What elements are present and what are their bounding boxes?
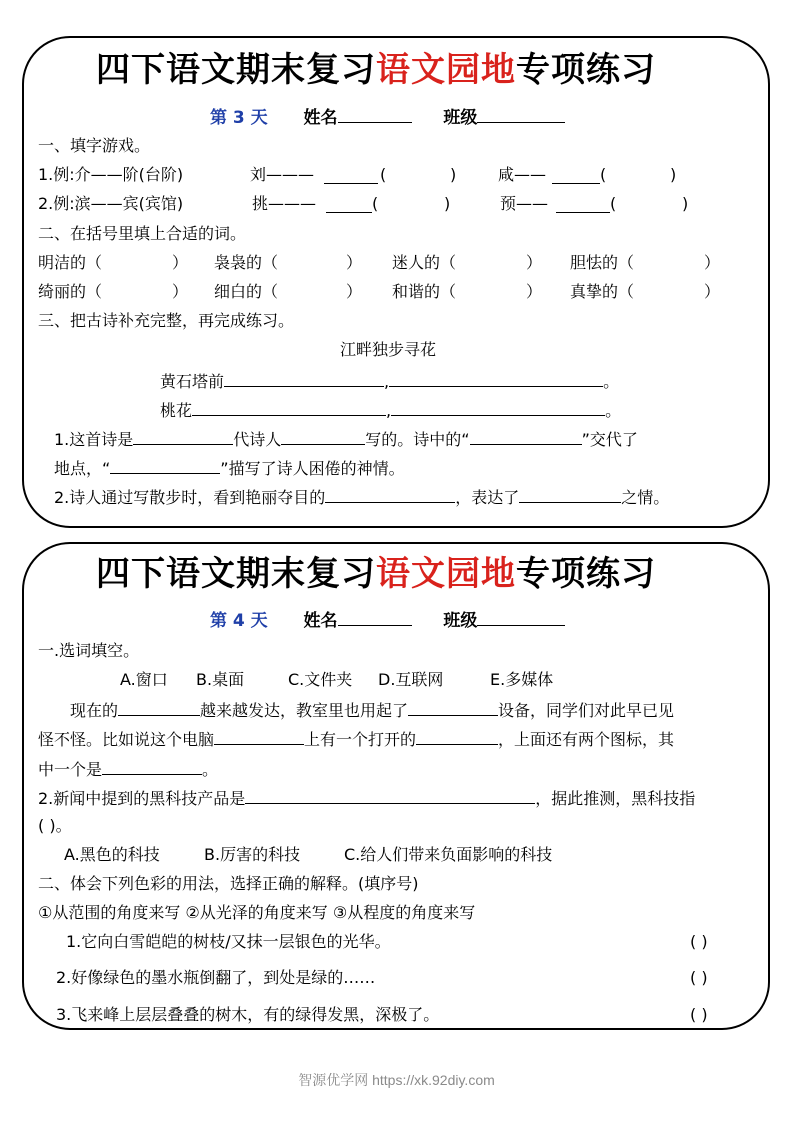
answer-paren[interactable]: ( )	[690, 932, 708, 951]
title-part: 专项练习	[516, 554, 656, 594]
option: A.黑色的科技	[64, 845, 160, 864]
text: ，上面还有两个图标，其	[498, 730, 675, 749]
word-prompt: 绮丽的（	[38, 282, 103, 301]
period: 。	[605, 401, 622, 420]
paragraph-line	[38, 758, 218, 780]
title-highlight: 语文园地	[376, 50, 516, 90]
list-item: 2.好像绿色的墨水瓶倒翻了，到处是绿的……	[56, 968, 376, 987]
poem-blank[interactable]	[192, 399, 386, 416]
option: A.窗口	[120, 670, 168, 689]
poem-line	[160, 399, 621, 421]
text: 现在的	[70, 701, 119, 720]
text: 地点，“	[54, 459, 111, 478]
word-prompt: 和谐的（	[392, 282, 457, 301]
paren-close: )	[670, 165, 677, 184]
option: C.给人们带来负面影响的科技	[344, 845, 553, 864]
angle-options: ①从范围的角度来写 ②从光泽的角度来写 ③从程度的角度来写	[38, 903, 476, 922]
title-part: 四下语文期末复习	[96, 554, 376, 594]
answer-paren[interactable]: ( )。	[38, 816, 72, 835]
paren-close: ）	[172, 282, 189, 301]
paragraph-line	[38, 728, 674, 750]
paren-close: ）	[704, 253, 721, 272]
word-prompt: 迷人的（	[392, 253, 457, 272]
fill-blank[interactable]	[102, 758, 202, 775]
section-heading: 二、体会下列色彩的用法，选择正确的解释。(填序号)	[38, 874, 419, 893]
section-heading: 三、把古诗补充完整，再完成练习。	[38, 311, 295, 330]
answer-paren[interactable]: ( )	[690, 968, 708, 987]
text: ”描写了诗人困倦的神情。	[220, 459, 405, 478]
text: 中一个是	[38, 760, 103, 779]
paren-close: ）	[172, 253, 189, 272]
paren-close: )	[444, 194, 451, 213]
char-prompt: 咸——	[498, 165, 547, 184]
question-line	[54, 428, 638, 450]
fill-blank[interactable]	[556, 196, 610, 213]
text: ，据此推测，黑科技指	[535, 789, 696, 808]
fill-blank[interactable]	[408, 699, 498, 716]
fill-blank[interactable]	[325, 486, 455, 503]
answer-paren[interactable]: ( )	[690, 1005, 708, 1024]
text: 代诗人	[233, 430, 282, 449]
char-prompt: 挑———	[252, 194, 317, 213]
class-label: 班级	[443, 611, 478, 631]
poem-blank[interactable]	[391, 399, 605, 416]
fill-blank[interactable]	[519, 486, 621, 503]
fill-blank[interactable]	[118, 699, 200, 716]
comma: ,	[386, 401, 392, 420]
text: 越来越发达，教室里也用起了	[200, 701, 409, 720]
paragraph-line	[70, 699, 674, 721]
word-prompt: 细白的（	[214, 282, 279, 301]
paren-close: )	[682, 194, 689, 213]
text: 写的。诗中的“	[365, 430, 470, 449]
option: D.互联网	[378, 670, 444, 689]
text: ”交代了	[581, 430, 638, 449]
day-header	[210, 106, 565, 128]
fill-blank[interactable]	[416, 728, 498, 745]
fill-blank[interactable]	[214, 728, 304, 745]
name-label: 姓名	[303, 108, 338, 128]
option: B.厉害的科技	[204, 845, 301, 864]
text: 设备，同学们对此早已见	[498, 701, 675, 720]
text: 怪不怪。比如说这个电脑	[38, 730, 215, 749]
day-label: 第 3 天	[210, 108, 268, 128]
class-blank[interactable]	[477, 609, 565, 626]
title-part: 四下语文期末复习	[96, 50, 376, 90]
paren-open: (	[600, 165, 607, 184]
section-heading: 一、填字游戏。	[38, 136, 151, 155]
class-blank[interactable]	[477, 106, 565, 123]
paren-close: ）	[346, 282, 363, 301]
paren-close: ）	[526, 253, 543, 272]
word-prompt: 真挚的（	[570, 282, 635, 301]
text: 之情。	[621, 488, 670, 507]
day-label: 第 4 天	[210, 611, 268, 631]
option: C.文件夹	[288, 670, 353, 689]
example-text: 1.例:介——阶(台阶)	[38, 165, 184, 184]
poem-blank[interactable]	[389, 370, 603, 387]
fill-blank[interactable]	[326, 196, 372, 213]
section-heading: 一.选词填空。	[38, 641, 140, 660]
example-text: 2.例:滨——宾(宾馆)	[38, 194, 184, 213]
fill-blank[interactable]	[133, 428, 233, 445]
text: 1.这首诗是	[54, 430, 134, 449]
fill-blank[interactable]	[470, 428, 582, 445]
fill-blank[interactable]	[281, 428, 365, 445]
fill-blank[interactable]	[324, 167, 378, 184]
fill-blank[interactable]	[552, 167, 600, 184]
paren-open: (	[372, 194, 379, 213]
question-line	[54, 457, 405, 479]
worksheet-title	[96, 554, 656, 594]
period: 。	[603, 372, 620, 391]
poem-line-start: 桃花	[160, 401, 193, 420]
title-part: 专项练习	[516, 50, 656, 90]
option: E.多媒体	[490, 670, 554, 689]
word-prompt: 袅袅的（	[214, 253, 279, 272]
title-highlight: 语文园地	[376, 554, 516, 594]
name-blank[interactable]	[338, 106, 412, 123]
question-line	[38, 787, 695, 809]
paren-open: (	[380, 165, 387, 184]
poem-line-start: 黄石塔前	[160, 372, 225, 391]
text: 2.新闻中提到的黑科技产品是	[38, 789, 246, 808]
text: 。	[202, 760, 219, 779]
name-label: 姓名	[303, 611, 338, 631]
text: ，表达了	[455, 488, 520, 507]
class-label: 班级	[443, 108, 478, 128]
footer-watermark: 智源优学网 https://xk.92diy.com	[298, 1072, 495, 1088]
char-prompt: 预——	[500, 194, 549, 213]
text: 上有一个打开的	[304, 730, 417, 749]
list-item: 3.飞来峰上层层叠叠的树木，有的绿得发黑，深极了。	[56, 1005, 440, 1024]
paren-close: )	[450, 165, 457, 184]
poem-blank[interactable]	[224, 370, 384, 387]
option: B.桌面	[196, 670, 245, 689]
word-prompt: 胆怯的（	[570, 253, 635, 272]
paren-close: ）	[704, 282, 721, 301]
day-header	[210, 609, 565, 631]
name-blank[interactable]	[338, 609, 412, 626]
fill-blank[interactable]	[110, 457, 220, 474]
question-line	[54, 486, 669, 508]
word-prompt: 明洁的（	[38, 253, 103, 272]
worksheet-title	[96, 50, 656, 90]
list-item: 1.它向白雪皑皑的树枝/又抹一层银色的光华。	[66, 932, 391, 951]
paren-open: (	[610, 194, 617, 213]
paren-close: ）	[346, 253, 363, 272]
text: 2.诗人通过写散步时，看到艳丽夺目的	[54, 488, 326, 507]
poem-line	[160, 370, 619, 392]
poem-title: 江畔独步寻花	[340, 340, 437, 359]
char-prompt: 刘———	[250, 165, 315, 184]
paren-close: ）	[526, 282, 543, 301]
fill-blank[interactable]	[245, 787, 535, 804]
comma: ,	[384, 372, 390, 391]
section-heading: 二、在括号里填上合适的词。	[38, 224, 247, 243]
